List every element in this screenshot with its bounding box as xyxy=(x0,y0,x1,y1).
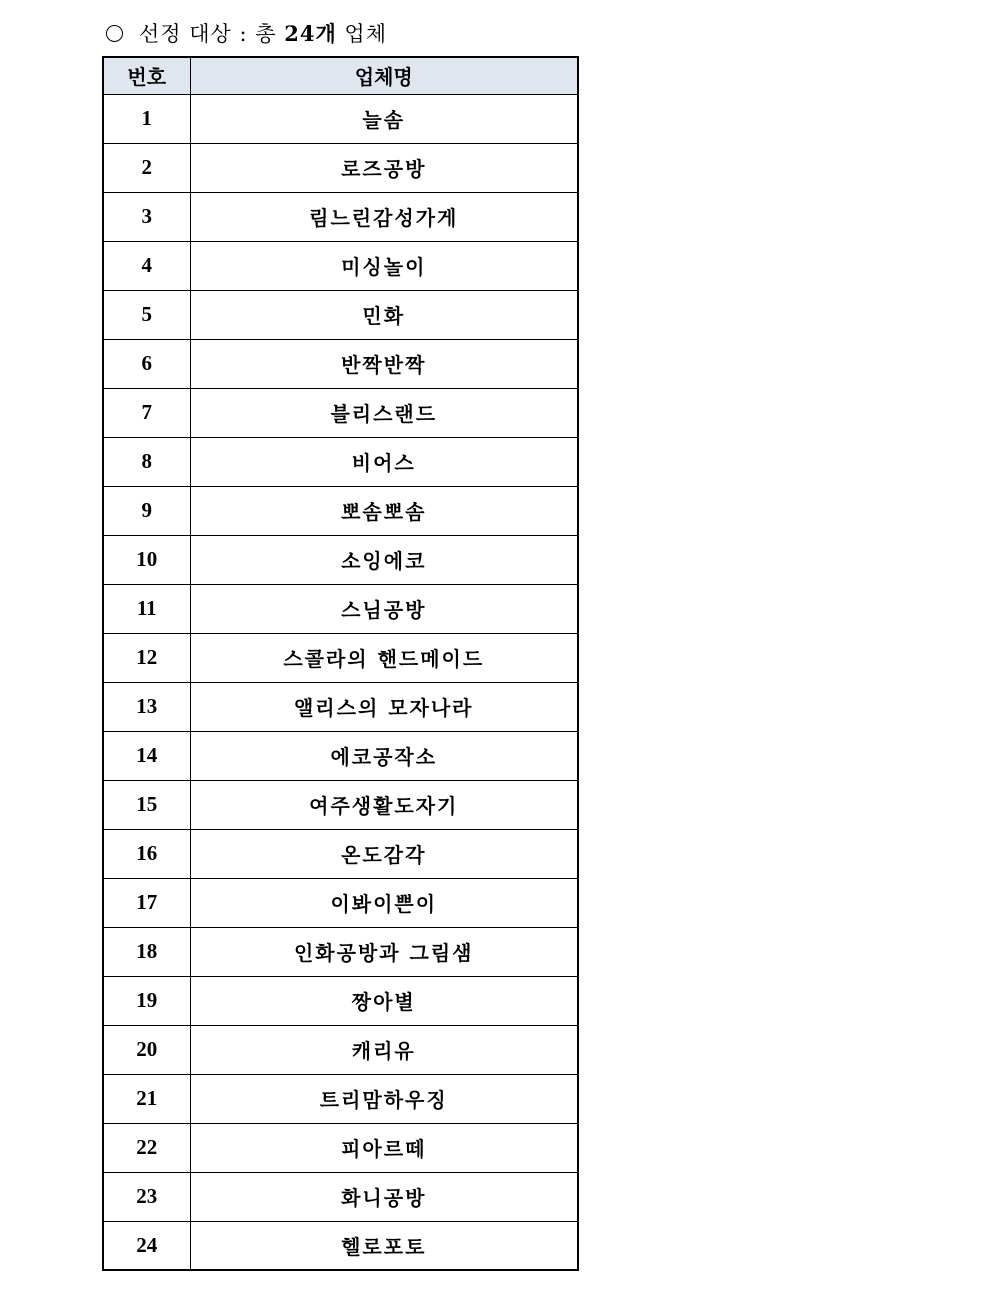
row-number: 5 xyxy=(103,290,190,339)
heading-label: 선정 대상 : 총 xyxy=(139,22,277,46)
table-row xyxy=(103,780,578,829)
company-name: 캐리유 xyxy=(190,1025,578,1074)
row-number: 15 xyxy=(103,780,190,829)
company-name: 이봐이쁜이 xyxy=(190,878,578,927)
row-number: 23 xyxy=(103,1172,190,1221)
row-number: 2 xyxy=(103,143,190,192)
header-number: 번호 xyxy=(103,57,190,94)
table-row xyxy=(103,339,578,388)
company-name: 미싱놀이 xyxy=(190,241,578,290)
table-header-row xyxy=(103,57,578,94)
company-name: 앨리스의 모자나라 xyxy=(190,682,578,731)
company-name: 소잉에코 xyxy=(190,535,578,584)
company-name: 여주생활도자기 xyxy=(190,780,578,829)
company-name: 짱아별 xyxy=(190,976,578,1025)
row-number: 7 xyxy=(103,388,190,437)
company-name: 뽀솜뽀솜 xyxy=(190,486,578,535)
table-row xyxy=(103,1172,578,1221)
company-name: 스님공방 xyxy=(190,584,578,633)
row-number: 24 xyxy=(103,1221,190,1270)
company-name: 비어스 xyxy=(190,437,578,486)
table-row xyxy=(103,535,578,584)
company-name: 반짝반짝 xyxy=(190,339,578,388)
company-name: 림느린감성가게 xyxy=(190,192,578,241)
circle-icon xyxy=(106,25,123,42)
row-number: 21 xyxy=(103,1074,190,1123)
row-number: 4 xyxy=(103,241,190,290)
company-name: 스콜라의 핸드메이드 xyxy=(190,633,578,682)
table-row xyxy=(103,486,578,535)
row-number: 12 xyxy=(103,633,190,682)
table-row xyxy=(103,437,578,486)
table-row xyxy=(103,94,578,143)
row-number: 19 xyxy=(103,976,190,1025)
row-number: 8 xyxy=(103,437,190,486)
company-name: 헬로포토 xyxy=(190,1221,578,1270)
table-row xyxy=(103,976,578,1025)
company-name: 인화공방과 그림샘 xyxy=(190,927,578,976)
row-number: 13 xyxy=(103,682,190,731)
row-number: 6 xyxy=(103,339,190,388)
company-name: 로즈공방 xyxy=(190,143,578,192)
company-name: 화니공방 xyxy=(190,1172,578,1221)
company-name: 블리스랜드 xyxy=(190,388,578,437)
table-row xyxy=(103,241,578,290)
table-row xyxy=(103,731,578,780)
company-table xyxy=(102,56,579,1271)
row-number: 14 xyxy=(103,731,190,780)
row-number: 17 xyxy=(103,878,190,927)
company-name: 피아르떼 xyxy=(190,1123,578,1172)
company-name: 온도감각 xyxy=(190,829,578,878)
table-row xyxy=(103,829,578,878)
heading-count: 24개 xyxy=(284,21,337,46)
table-row xyxy=(103,1025,578,1074)
table-row xyxy=(103,192,578,241)
table-body xyxy=(103,94,578,1270)
row-number: 18 xyxy=(103,927,190,976)
row-number: 1 xyxy=(103,94,190,143)
table-row xyxy=(103,1123,578,1172)
company-name: 트리맘하우징 xyxy=(190,1074,578,1123)
row-number: 3 xyxy=(103,192,190,241)
header-company-name: 업체명 xyxy=(190,57,578,94)
row-number: 11 xyxy=(103,584,190,633)
table-row xyxy=(103,682,578,731)
row-number: 20 xyxy=(103,1025,190,1074)
section-heading xyxy=(106,18,387,48)
table-row xyxy=(103,1074,578,1123)
company-name: 에코공작소 xyxy=(190,731,578,780)
row-number: 22 xyxy=(103,1123,190,1172)
table-row xyxy=(103,878,578,927)
table-row xyxy=(103,388,578,437)
row-number: 16 xyxy=(103,829,190,878)
company-name: 민화 xyxy=(190,290,578,339)
table-row xyxy=(103,143,578,192)
row-number: 9 xyxy=(103,486,190,535)
table-row xyxy=(103,633,578,682)
table-row xyxy=(103,584,578,633)
table-row xyxy=(103,290,578,339)
table-row xyxy=(103,1221,578,1270)
heading-suffix: 업체 xyxy=(344,22,387,46)
table-row xyxy=(103,927,578,976)
row-number: 10 xyxy=(103,535,190,584)
company-name: 늘솜 xyxy=(190,94,578,143)
